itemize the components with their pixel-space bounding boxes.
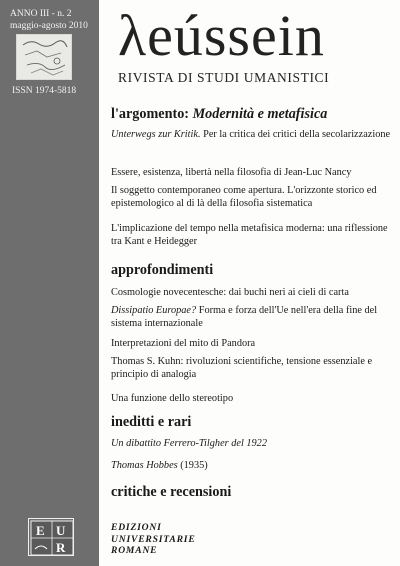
entry-bellocchio-italic: Dissipatio Europae?: [111, 305, 197, 316]
entry-bellocchio: [111, 304, 391, 330]
section-inediti: ineditti e rari: [111, 414, 192, 430]
issue-number: ANNO III - n. 2: [10, 9, 72, 19]
cover-illustration: [16, 34, 72, 80]
section-approfondimenti: approfondimenti: [111, 262, 214, 278]
publisher-line-1: EDIZIONI: [111, 522, 162, 533]
section-argomento: [111, 106, 327, 123]
sketch-illustration-icon: [17, 35, 73, 81]
entry-sinibaldi: Il soggetto contemporaneo come apertura. L'orizzonte storico ed epistemologico al di là della filosofia sistematica: [111, 185, 377, 209]
entry-ferrero-italic: Un dibattito Ferrero-Tilgher del 1922: [111, 438, 267, 449]
entry-acocella: Cosmologie novecentesche: dai buchi neri ai cieli di carta: [111, 287, 349, 298]
logo-letter-u: U: [56, 523, 66, 538]
issue-info: [10, 8, 98, 32]
entry-oakeshott: [111, 459, 391, 472]
entry-vander-italic: Unterwegs zur Kritik.: [111, 129, 201, 140]
journal-subtitle: RIVISTA DI STUDI UMANISTICI: [118, 70, 330, 85]
entry-giorgio: Interpretazioni del mito di Pandora: [111, 338, 256, 349]
publisher-line-3: ROMANE: [111, 545, 158, 556]
section-argomento-label: l'argomento:: [111, 106, 190, 122]
entry-oakeshott-italic: Thomas Hobbes: [111, 460, 178, 471]
entry-oakeshott-title: (1935): [177, 460, 208, 471]
entry-scattone: Thomas S. Kuhn: rivoluzioni scientifiche, tensione essenziale e principio di analogia: [111, 356, 373, 380]
issue-period: maggio-agosto 2010: [10, 21, 88, 31]
entry-vander: [111, 128, 391, 141]
publisher-name: [111, 522, 196, 557]
entry-villa: Una funzione dello stereotipo: [111, 393, 234, 404]
section-argomento-theme: Modernità e metafisica: [192, 106, 328, 122]
eur-logo-icon: [29, 519, 75, 557]
section-recensioni: critiche e recensioni: [111, 484, 232, 500]
publisher-line-2: UNIVERSITARIE: [111, 533, 196, 545]
logo-letter-e: E: [36, 523, 45, 538]
logo-letter-r: R: [56, 540, 66, 555]
publisher-logo: [28, 518, 74, 556]
entry-ferrero: [111, 437, 391, 450]
journal-title: λeússein: [118, 3, 325, 68]
entry-fiorini: L'implicazione del tempo nella metafisica moderna: una riflessione tra Kant e Heidegger: [111, 223, 388, 247]
entry-mele: Essere, esistenza, libertà nella filosofia di Jean-Luc Nancy: [111, 167, 352, 178]
entry-vander-title: Per la critica dei critici della secolarizzazione: [200, 129, 391, 140]
entry-bellocchio-title: Forma e forza dell'Ue nell'era della fine del sistema internazionale: [111, 305, 378, 329]
issn: ISSN 1974-5818: [12, 86, 77, 96]
sidebar: [0, 0, 99, 566]
